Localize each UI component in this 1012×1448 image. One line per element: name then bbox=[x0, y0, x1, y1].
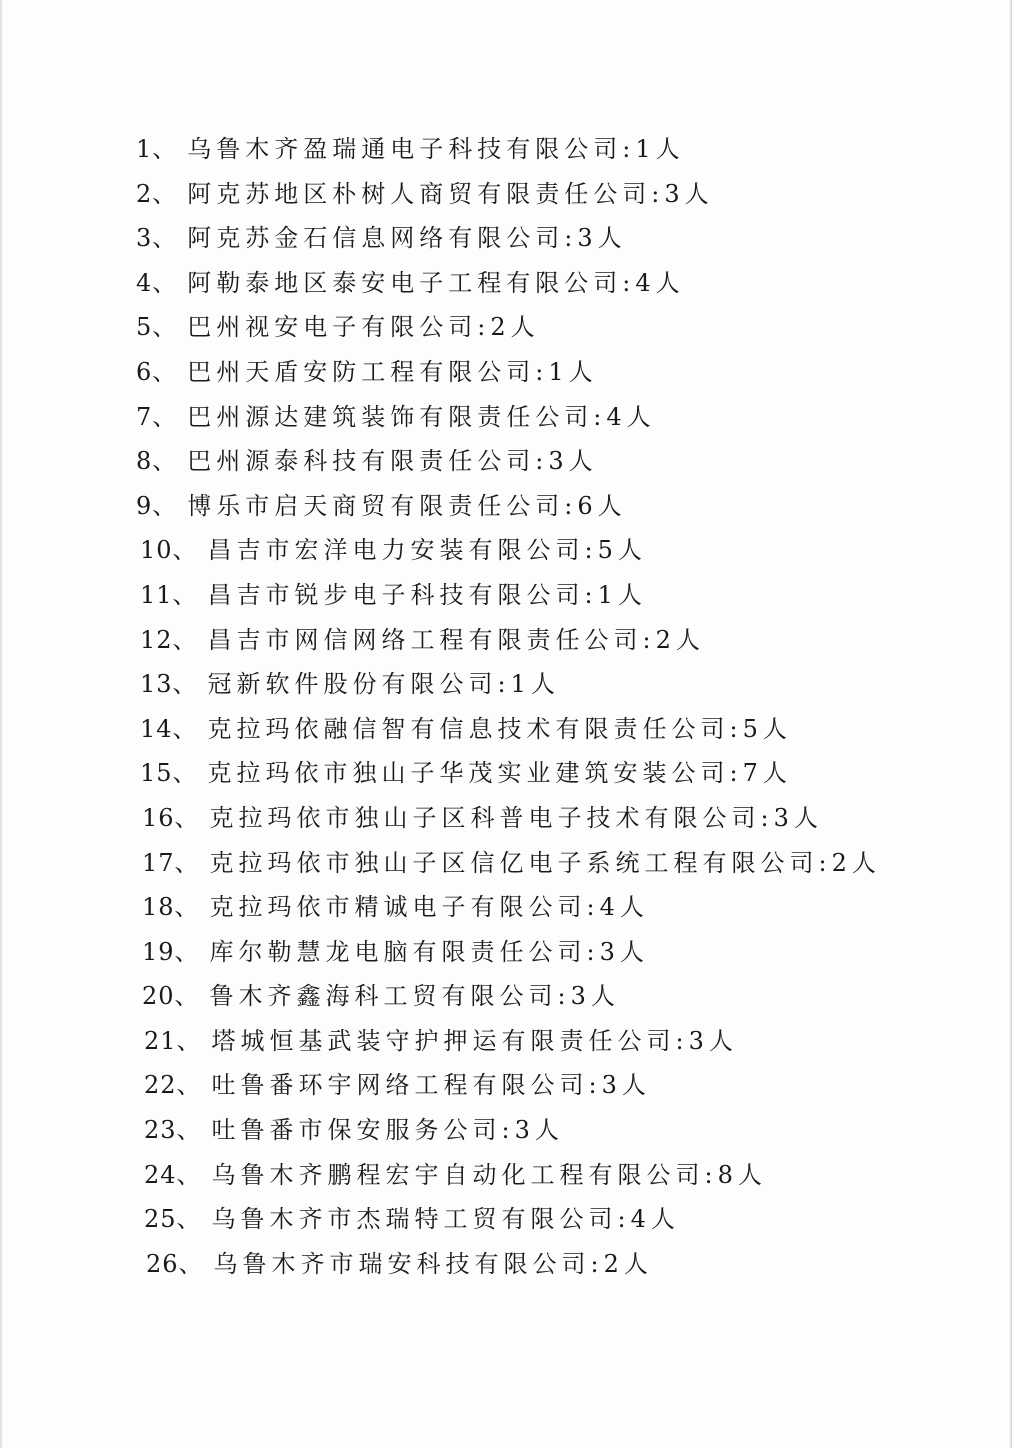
item-number: 1 bbox=[136, 135, 153, 163]
list-item bbox=[0, 573, 1012, 618]
item-number: 4 bbox=[136, 268, 153, 297]
item-separator: 、 bbox=[174, 893, 204, 922]
company-entry: 吐鲁番市保安服务公司:3人 bbox=[211, 1116, 564, 1145]
item-number: 5 bbox=[136, 313, 153, 342]
item-separator: 、 bbox=[152, 268, 182, 297]
list-item bbox=[0, 1153, 1012, 1198]
company-entry: 吐鲁番环宇网络工程有限公司:3人 bbox=[211, 1071, 651, 1100]
company-entry: 巴州天盾安防工程有限公司:1人 bbox=[187, 357, 598, 386]
list-item bbox=[0, 1197, 1012, 1242]
item-number: 24 bbox=[144, 1160, 177, 1189]
item-separator: 、 bbox=[172, 580, 202, 609]
company-entry: 克拉玛依市独山子华茂实业建筑安装公司:7人 bbox=[207, 759, 792, 788]
item-number: 14 bbox=[140, 714, 173, 743]
list-item bbox=[0, 127, 1012, 172]
company-entry: 昌吉市网信网络工程有限责任公司:2人 bbox=[207, 625, 705, 654]
item-separator: 、 bbox=[176, 1071, 206, 1100]
company-entry: 乌鲁木齐盈瑞通电子科技有限公司:1人 bbox=[187, 135, 685, 163]
company-entry: 阿勒泰地区泰安电子工程有限公司:4人 bbox=[187, 268, 685, 297]
company-entry: 昌吉市宏洋电力安装有限公司:5人 bbox=[207, 536, 647, 565]
list-item bbox=[0, 796, 1012, 841]
item-separator: 、 bbox=[178, 1249, 208, 1278]
item-number: 8 bbox=[136, 447, 153, 476]
company-entry: 昌吉市锐步电子科技有限公司:1人 bbox=[207, 580, 647, 609]
company-entry: 鲁木齐鑫海科工贸有限公司:3人 bbox=[209, 982, 620, 1011]
list-item bbox=[0, 261, 1012, 306]
company-entry: 巴州源泰科技有限责任公司:3人 bbox=[187, 447, 598, 476]
company-entry: 乌鲁木齐市瑞安科技有限公司:2人 bbox=[213, 1249, 653, 1278]
item-separator: 、 bbox=[176, 1205, 206, 1234]
item-number: 12 bbox=[140, 625, 173, 654]
list-item bbox=[0, 1242, 1012, 1287]
company-entry: 乌鲁木齐市杰瑞特工贸有限公司:4人 bbox=[211, 1205, 680, 1234]
list-item bbox=[0, 395, 1012, 440]
company-entry: 塔城恒基武装守护押运有限责任公司:3人 bbox=[211, 1026, 738, 1055]
company-entry: 克拉玛依市独山子区科普电子技术有限公司:3人 bbox=[209, 803, 823, 832]
list-item bbox=[0, 1108, 1012, 1153]
item-number: 16 bbox=[142, 803, 175, 832]
item-number: 3 bbox=[136, 224, 153, 253]
company-entry: 乌鲁木齐鹏程宏宇自动化工程有限公司:8人 bbox=[211, 1160, 767, 1189]
item-number: 18 bbox=[142, 893, 175, 922]
list-item bbox=[0, 974, 1012, 1019]
item-separator: 、 bbox=[152, 357, 182, 386]
item-number: 7 bbox=[136, 402, 153, 431]
item-number: 2 bbox=[136, 179, 153, 208]
item-number: 21 bbox=[144, 1026, 177, 1055]
item-number: 9 bbox=[136, 491, 153, 520]
item-separator: 、 bbox=[176, 1160, 206, 1189]
list-item bbox=[0, 885, 1012, 930]
list-item bbox=[0, 707, 1012, 752]
company-entry: 巴州视安电子有限公司:2人 bbox=[187, 313, 540, 342]
item-separator: 、 bbox=[174, 937, 204, 966]
item-number: 17 bbox=[142, 848, 175, 877]
list-item bbox=[0, 528, 1012, 573]
company-entry: 冠新软件股份有限公司:1人 bbox=[207, 670, 560, 699]
item-separator: 、 bbox=[174, 803, 204, 832]
item-number: 10 bbox=[140, 536, 173, 565]
item-number: 20 bbox=[142, 982, 175, 1011]
company-entry: 克拉玛依市精诚电子有限公司:4人 bbox=[209, 893, 649, 922]
list-item bbox=[0, 350, 1012, 395]
item-number: 13 bbox=[140, 670, 173, 699]
company-list bbox=[0, 127, 1012, 1286]
company-entry: 阿克苏金石信息网络有限公司:3人 bbox=[187, 224, 627, 253]
company-entry: 博乐市启天商贸有限责任公司:6人 bbox=[187, 491, 627, 520]
item-separator: 、 bbox=[152, 135, 182, 163]
list-item bbox=[0, 484, 1012, 529]
company-entry: 巴州源达建筑装饰有限责任公司:4人 bbox=[187, 402, 656, 431]
list-item bbox=[0, 172, 1012, 217]
list-item bbox=[0, 841, 1012, 886]
item-number: 22 bbox=[144, 1071, 177, 1100]
company-entry: 库尔勒慧龙电脑有限责任公司:3人 bbox=[209, 937, 649, 966]
item-number: 15 bbox=[140, 759, 173, 788]
item-separator: 、 bbox=[172, 536, 202, 565]
item-separator: 、 bbox=[152, 224, 182, 253]
item-separator: 、 bbox=[152, 402, 182, 431]
company-entry: 克拉玛依市独山子区信亿电子系统工程有限公司:2人 bbox=[209, 848, 881, 877]
item-separator: 、 bbox=[172, 625, 202, 654]
item-separator: 、 bbox=[174, 848, 204, 877]
item-separator: 、 bbox=[152, 491, 182, 520]
item-number: 23 bbox=[144, 1116, 177, 1145]
item-separator: 、 bbox=[172, 670, 202, 699]
item-separator: 、 bbox=[172, 714, 202, 743]
list-item bbox=[0, 1019, 1012, 1064]
list-item bbox=[0, 618, 1012, 663]
item-separator: 、 bbox=[176, 1116, 206, 1145]
list-item bbox=[0, 439, 1012, 484]
item-separator: 、 bbox=[174, 982, 204, 1011]
list-item bbox=[0, 305, 1012, 350]
item-number: 11 bbox=[140, 580, 173, 609]
list-item bbox=[0, 930, 1012, 975]
company-entry: 阿克苏地区朴树人商贸有限责任公司:3人 bbox=[187, 179, 714, 208]
item-number: 6 bbox=[136, 357, 153, 386]
item-separator: 、 bbox=[152, 313, 182, 342]
item-number: 19 bbox=[142, 937, 175, 966]
list-item bbox=[0, 751, 1012, 796]
list-item bbox=[0, 1063, 1012, 1108]
list-item bbox=[0, 662, 1012, 707]
item-separator: 、 bbox=[172, 759, 202, 788]
item-number: 26 bbox=[146, 1249, 179, 1278]
company-entry: 克拉玛依融信智有信息技术有限责任公司:5人 bbox=[207, 714, 792, 743]
item-separator: 、 bbox=[152, 447, 182, 476]
item-number: 25 bbox=[144, 1205, 177, 1234]
item-separator: 、 bbox=[152, 179, 182, 208]
list-item bbox=[0, 216, 1012, 261]
item-separator: 、 bbox=[176, 1026, 206, 1055]
